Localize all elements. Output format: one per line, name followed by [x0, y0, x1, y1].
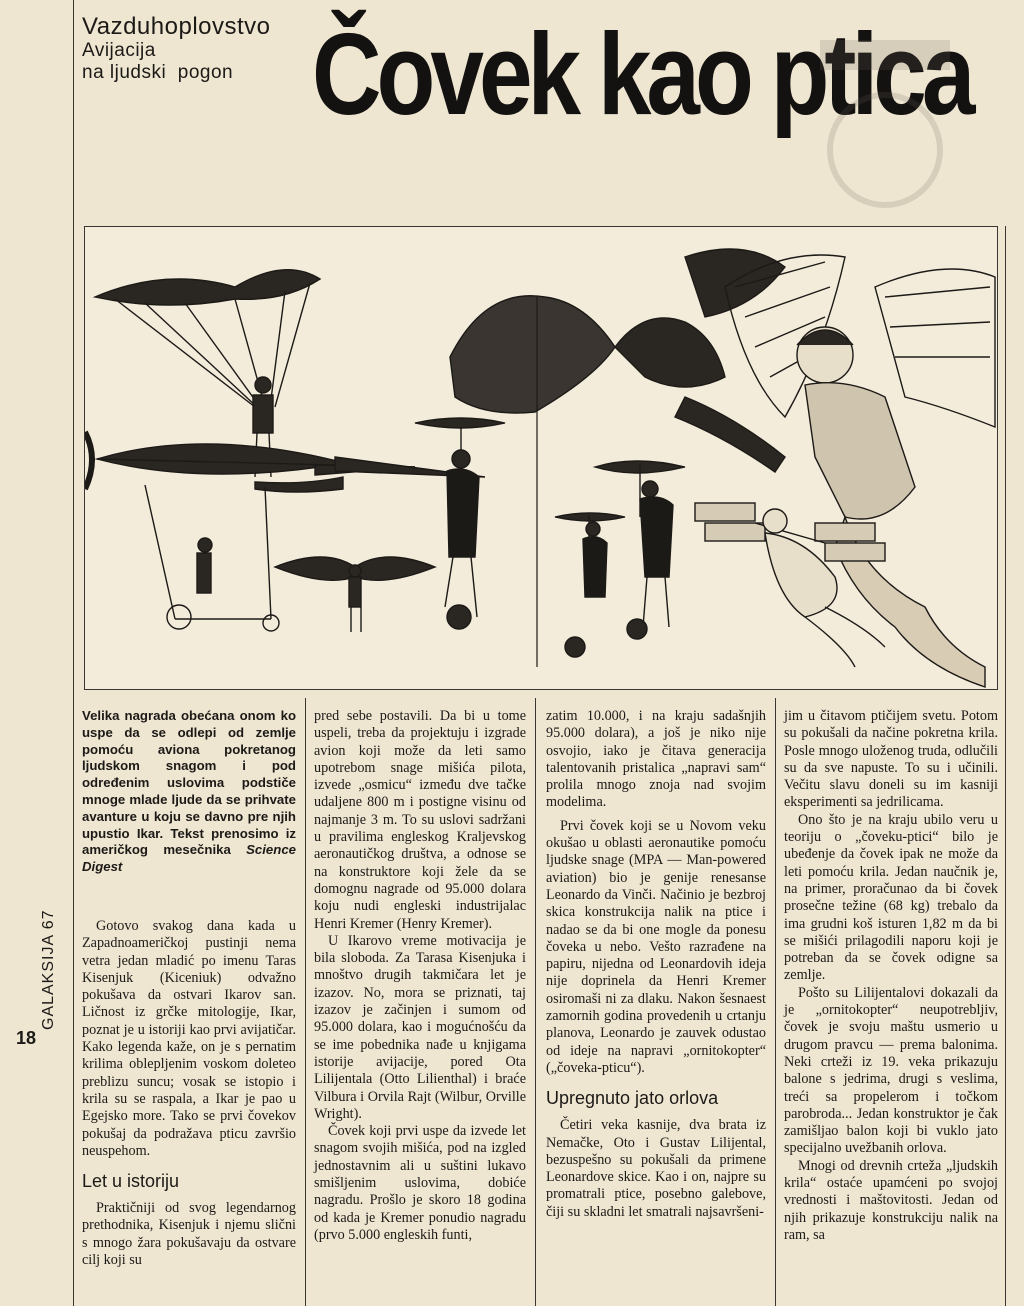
magazine-folio: GALAKSIJA 67 [40, 909, 57, 1030]
right-margin-rule [1005, 226, 1006, 1306]
subheading-upregnuto-jato-orlova: Upregnuto jato orlova [546, 1088, 719, 1109]
col4-paragraph-2: Ono što je na kraju ubilo veru u teoriju o „čoveku-ptici“ bilo je ubeđenje da čovek ipak ne može da leti pomoću krila. Jedan naučnik je, na primer, proračunao da bi čovek prosečne težine (68 kg) trebalo da ima grudni koš isturen 1,82 m da bi se mišići prilagodili naporu koji je potreban da se čovek odigne sa zemlje. [784, 811, 998, 984]
col3-paragraph-1: zatim 10.000, i na kraju sadašnjih 95.000 dolara), a još je niko nije osvojio, iako je čitava generacija talentovanih pristalica „napravi sam“ prolila mnogo znoja nad svojim modelima. [546, 708, 766, 811]
col1-paragraph-1: Gotovo svakog dana kada u Zapadnoameričkoj pustinji nema vetra jedan mladić po imenu Taras Kisenjuk (Kiceniuk) odvažno pokušava da ostvari Ikarov san. Ličnost iz grčke mitologije, Ikar, poznat je u istoriji kao prvi avijatičar. Kako legenda kaže, on je s pernatim krilima oblepljenim voskom doleteo preblizu suncu; vosak se istopio i krila su se raspala, a Ikar je pao u Egejsko more. Tako se prvi čovekov pokušaj da podražava pticu završio neuspehom. [82, 917, 296, 1159]
subsection-line-1: Avijacija [82, 40, 156, 61]
subsection-line-2: na ljudski pogon [82, 62, 234, 83]
section-kicker [82, 14, 271, 84]
col3-paragraph-2: Prvi čovek koji se u Novom veku okušao u oblasti aeronautike pomoću ljudske snage (MPA — Man-powered aviation) bio je genije renesanse Leonardo da Vinči. Načinio je bezbroj skica konstrukcija nalik na ptice i nadao se da bi one mogle da ponesu čoveka u nebo. Vešto razrađene na papiru, nijedna od Leonardovih ideja nije doprinela da Henri Kremer osiromaši ni za dlaku. Nakon šesnaest zamornih godina provedenih u crtanju planova, Leonardo je zauvek odustao od ideje na napravi „ornitokopter“ („čoveka-pticu“). [546, 817, 766, 1076]
article-lead [82, 708, 296, 876]
left-margin-rule [73, 0, 74, 1306]
col2-paragraph-1: pred sebe postavili. Da bi u tome uspeli, treba da projektuju i izgrade avion koji može da leti samo upotrebom snage mišića pilota, izvede „osmicu“ između dve tačke udaljene 800 m i postigne visinu od najmanje 3 m. To su uslovi sadržani u pravilima engleskog Kraljevskog aeronautičkog društva, a odnose se na konstruktore koji žele da se domognu nagrade od 95.000 dolara koju nudi engleski industrijalac Henri Kremer (Henry Kremer). [314, 708, 526, 932]
col3-paragraph-3: Četiri veka kasnije, dva brata iz Nemačke, Oto i Gustav Lilijental, bezuspešno su pokušali da primene Leonardove skice. Kao i on, najpre su promatrali ptice, posebno galebove, čiji su skladni let smatrali najsavršeni- [546, 1117, 766, 1220]
column-rule-3 [775, 698, 776, 1306]
column-rule-1 [305, 698, 306, 1306]
column-rule-2 [535, 698, 536, 1306]
col1-paragraph-2: Praktičniji od svog legendarnog prethodnika, Kisenjuk i njemu slični s mnogo žara pokušavaju da ostvare cilj koji su [82, 1200, 296, 1269]
lead-text: Velika nagrada obećana onom ko uspe da se odlepi od zemlje pomoću aviona pokretanog ljudskom snagom i pod određenim uslovima podstiče mnoge mlade ljude da se prihvate avanture u koju se davno pre njih upustio Ikar. Tekst prenosimo iz američkog mesečnika [82, 708, 296, 858]
col4-paragraph-1: jim u čitavom ptičijem svetu. Potom su pokušali da načine pokretna krila. Posle mnogo uloženog truda, odlučili su da sve napuste. To su i učinili. Večitu slavu doneli su im kasniji eksperimenti sa jedrilicama. [784, 708, 998, 811]
column-4 [784, 708, 998, 1244]
column-1 [82, 708, 296, 1269]
lead-source: Science Digest [82, 842, 296, 875]
engraving-drawing [85, 227, 997, 689]
section-label: Vazduhoplovstvo [82, 13, 271, 40]
col2-paragraph-2: U Ikarovo vreme motivacija je bila sloboda. Za Tarasa Kisenjuka i mnoštvo drugih takmičara let je izazov. No, mora se priznati, taj izazov je začinjen i sumom od 95.000 dolara, kao i mogućnošću da se ime pobednika nađe u knjigama istorije avijacije, pored Ota Lilijentala (Otto Lilienthal) i braće Vilbura i Orvila Rajt (Wilbur, Orville Wright). [314, 932, 526, 1122]
col4-paragraph-3: Pošto su Lilijentalovi dokazali da je „ornitokopter“ neupotrebljiv, čovek je svoju maštu usmerio u drugom pravcu — prema balonima. Neki crteži iz 19. veka prikazuju balone s jedrima, drugi s veslima, treći sa propelerom i točkom parobroda... Jedan konstruktor je čak zamišljao balon koji bi vuklo jato specijalno uvežbanih orlova. [784, 984, 998, 1157]
page-number: 18 [16, 1028, 37, 1048]
bleed-through-mark [800, 30, 970, 210]
subheading-let-u-istoriju: Let u istoriju [82, 1171, 180, 1192]
page-title: Čovek kao ptica [312, 9, 971, 139]
col4-paragraph-4: Mnogi od drevnih crteža „ljudskih krila“ ostaće upamćeni po svojoj vrednosti i maštovitosti. Jedan od njih prikazuje konstrukciju nalik na ram, sa [784, 1157, 998, 1243]
col2-paragraph-3: Čovek koji prvi uspe da izvede let snagom svojih mišića, pod na izgled jednostavnim ali u suštini lukavo smišljenim uslovima, dobiće nagradu. Prošlo je skoro 18 godina od kada je Kremer ponudio nagradu (prvo 5.000 engleskih funti, [314, 1123, 526, 1243]
column-2 [314, 708, 526, 1244]
historical-flying-machines-illustration [84, 226, 998, 690]
column-3 [546, 708, 766, 1221]
